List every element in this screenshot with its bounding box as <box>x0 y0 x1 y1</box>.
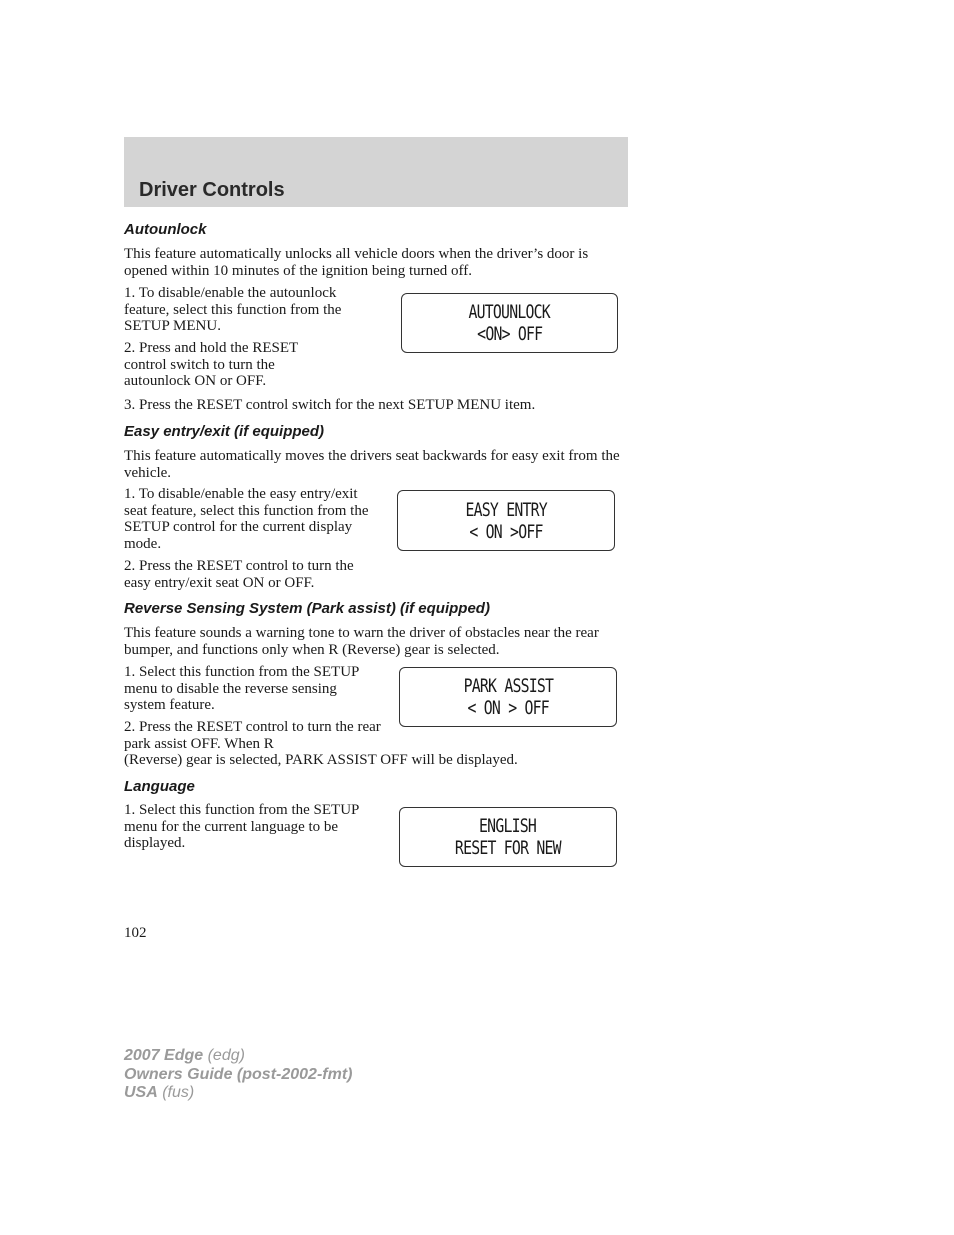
display-line-2: RESET FOR NEW <box>455 837 561 859</box>
footer-line-3 <box>124 1084 352 1103</box>
heading-easy-entry: Easy entry/exit (if equipped) <box>124 423 325 440</box>
footer-market: USA <box>124 1084 158 1101</box>
footer-line-2 <box>124 1066 352 1085</box>
easy-entry-display <box>397 490 615 551</box>
page-number: 102 <box>124 925 147 941</box>
easy-entry-step-1: 1. To disable/enable the easy entry/exit seat feature, select this function from the SETUP control for the current display mode. <box>124 486 369 552</box>
footer-guide: Owners Guide (post-2002-fmt) <box>124 1065 353 1083</box>
heading-autounlock: Autounlock <box>124 221 207 238</box>
autounlock-step-2: 2. Press and hold the RESET control switch to turn the autounlock ON or OFF. <box>124 340 298 389</box>
park-assist-intro: This feature sounds a warning tone to warn the driver of obstacles near the rear bumper, and functions only when R (Reverse) gear is selected. <box>124 625 599 658</box>
section-header-band <box>124 137 628 207</box>
page-title: Driver Controls <box>139 179 285 201</box>
park-assist-display <box>399 667 617 727</box>
park-assist-step-2a: 2. Press the RESET control to turn the rear park assist OFF. When R <box>124 719 381 752</box>
language-display <box>399 807 617 867</box>
heading-park-assist: Reverse Sensing System (Park assist) (if equipped) <box>124 600 490 617</box>
display-line-2: < ON >OFF <box>469 520 543 543</box>
easy-entry-step-2: 2. Press the RESET control to turn the easy entry/exit seat ON or OFF. <box>124 558 354 591</box>
display-line-2: < ON > OFF <box>467 697 549 719</box>
autounlock-intro: This feature automatically unlocks all vehicle doors when the driver’s door is opened within 10 minutes of the ignition being turned off. <box>124 246 589 279</box>
autounlock-step-1: 1. To disable/enable the autounlock feature, select this function from the SETUP MENU. <box>124 285 342 334</box>
display-line-1: AUTOUNLOCK <box>468 301 551 323</box>
display-line-1: EASY ENTRY <box>465 498 547 521</box>
park-assist-step-2b: (Reverse) gear is selected, PARK ASSIST OFF will be displayed. <box>124 752 518 768</box>
autounlock-step-3: 3. Press the RESET control switch for the next SETUP MENU item. <box>124 397 536 413</box>
display-line-2: <ON> OFF <box>476 323 543 345</box>
easy-entry-intro: This feature automatically moves the drivers seat backwards for easy exit from the vehicle. <box>124 448 620 481</box>
language-step-1: 1. Select this function from the SETUP menu for the current language to be displayed. <box>124 802 359 851</box>
footer-model-code: (edg) <box>203 1047 245 1064</box>
display-line-1: PARK ASSIST <box>463 675 553 697</box>
display-line-1: ENGLISH <box>479 815 537 837</box>
document-footer <box>124 1047 352 1103</box>
heading-language: Language <box>124 778 195 795</box>
park-assist-step-1: 1. Select this function from the SETUP menu to disable the reverse sensing system feature. <box>124 664 359 713</box>
footer-line-1 <box>124 1047 352 1066</box>
footer-model: 2007 Edge <box>124 1047 204 1064</box>
autounlock-display <box>401 293 618 353</box>
footer-market-code: (fus) <box>157 1084 195 1101</box>
